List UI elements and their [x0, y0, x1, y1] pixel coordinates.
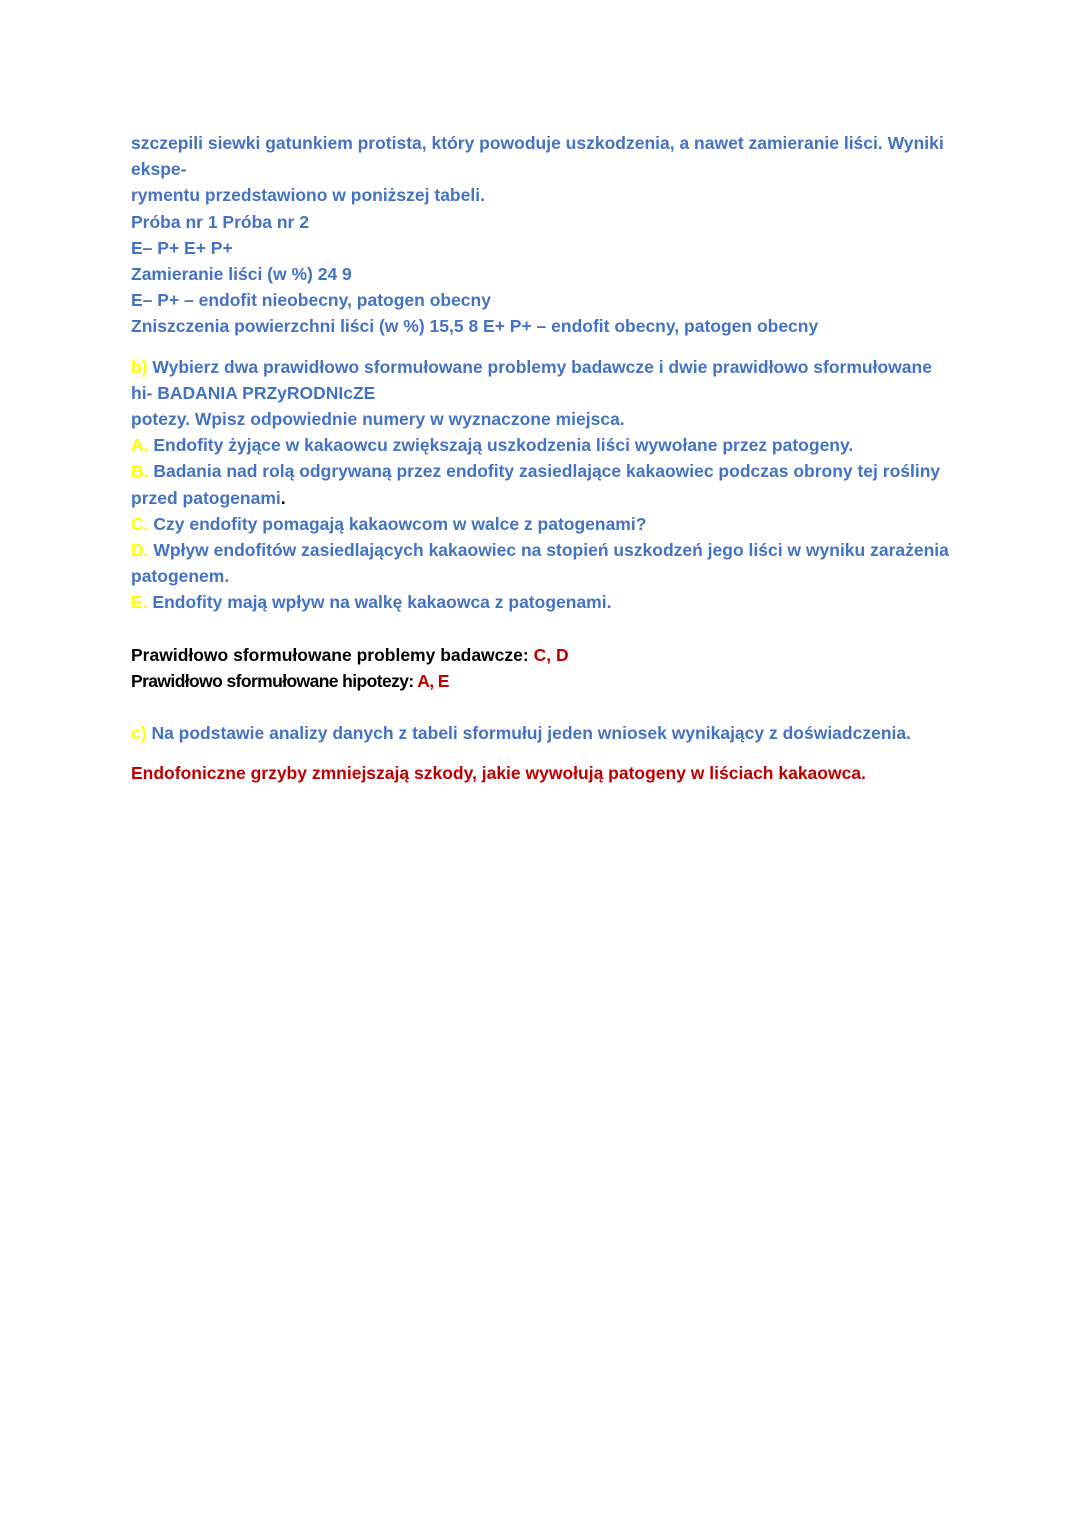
intro-section	[131, 130, 961, 340]
option-b	[131, 458, 961, 484]
answer-hypotheses-label: Prawidłowo sformułowane hipotezy:	[131, 670, 414, 691]
option-text: Wpływ endofitów zasiedlających kakaowiec na stopień uszkodzeń jego liści w wyniku zarażenia	[153, 540, 949, 561]
option-a	[131, 432, 961, 458]
option-text: Badania nad rolą odgrywaną przez endofity zasiedlające kakaowiec podczas obrony tej rośliny	[153, 461, 941, 482]
option-end: .	[280, 487, 286, 508]
option-b-cont	[131, 485, 961, 511]
answer-problems	[131, 642, 961, 668]
intro-line: ekspe-	[131, 159, 187, 180]
answer-problems-label: Prawidłowo sformułowane problemy badawcze:	[131, 644, 529, 665]
task-b-marker: b)	[131, 356, 148, 377]
table-row-leaf-damage: Zniszczenia powierzchni liści (w %) 15,5 8 E+ P+ – endofit obecny, patogen obecny	[131, 316, 819, 337]
option-d-cont: patogenem.	[131, 566, 230, 587]
answer-hypotheses	[131, 668, 961, 694]
task-b-instruction	[131, 354, 961, 380]
legend-line: E– P+ – endofit nieobecny, patogen obecny	[131, 290, 491, 311]
option-text: Endofity żyjące w kakaowcu zwiększają uszkodzenia liści wywołane przez patogeny.	[153, 435, 854, 456]
answer-problems-value: C, D	[533, 644, 569, 665]
task-c-text: Na podstawie analizy danych z tabeli sformułuj jeden wniosek wynikający z doświadczenia.	[151, 723, 911, 744]
option-letter: C.	[131, 513, 149, 534]
option-letter: E.	[131, 592, 148, 613]
option-letter: A.	[131, 435, 149, 456]
option-c	[131, 511, 961, 537]
document-page	[131, 130, 961, 786]
table-variant-line: E– P+ E+ P+	[131, 237, 233, 258]
task-b-section	[131, 354, 961, 694]
task-c-instruction	[131, 720, 961, 746]
intro-line: szczepili siewki gatunkiem protista, który powoduje uszkodzenia, a nawet zamieranie liści. Wyniki	[131, 133, 944, 153]
option-letter: B.	[131, 461, 149, 482]
table-row-leaf-death: Zamieranie liści (w %) 24 9	[131, 264, 352, 285]
option-letter: D.	[131, 540, 149, 561]
option-text: Czy endofity pomagają kakaowcom w walce z patogenami?	[153, 513, 647, 534]
option-e	[131, 589, 961, 615]
option-d	[131, 537, 961, 563]
option-text: przed patogenami	[131, 487, 281, 508]
task-c-section	[131, 720, 961, 786]
intro-line: rymentu przedstawiono w poniższej tabeli.	[131, 185, 485, 206]
option-text: Endofity mają wpływ na walkę kakaowca z patogenami.	[152, 592, 612, 613]
task-c-answer: Endofoniczne grzyby zmniejszają szkody, jakie wywołują patogeny w liściach kakaowca.	[131, 763, 866, 784]
answer-hypotheses-value: A, E	[417, 670, 449, 691]
task-c-marker: c)	[131, 723, 147, 744]
task-b-header: hi- BADANIA PRZyRODNIcZE	[131, 382, 376, 403]
task-b-text: Wybierz dwa prawidłowo sformułowane problemy badawcze i dwie prawidłowo sformułowane	[152, 356, 932, 377]
table-header-line: Próba nr 1 Próba nr 2	[131, 211, 309, 232]
task-b-instruction-cont: potezy. Wpisz odpowiednie numery w wyznaczone miejsca.	[131, 409, 625, 430]
